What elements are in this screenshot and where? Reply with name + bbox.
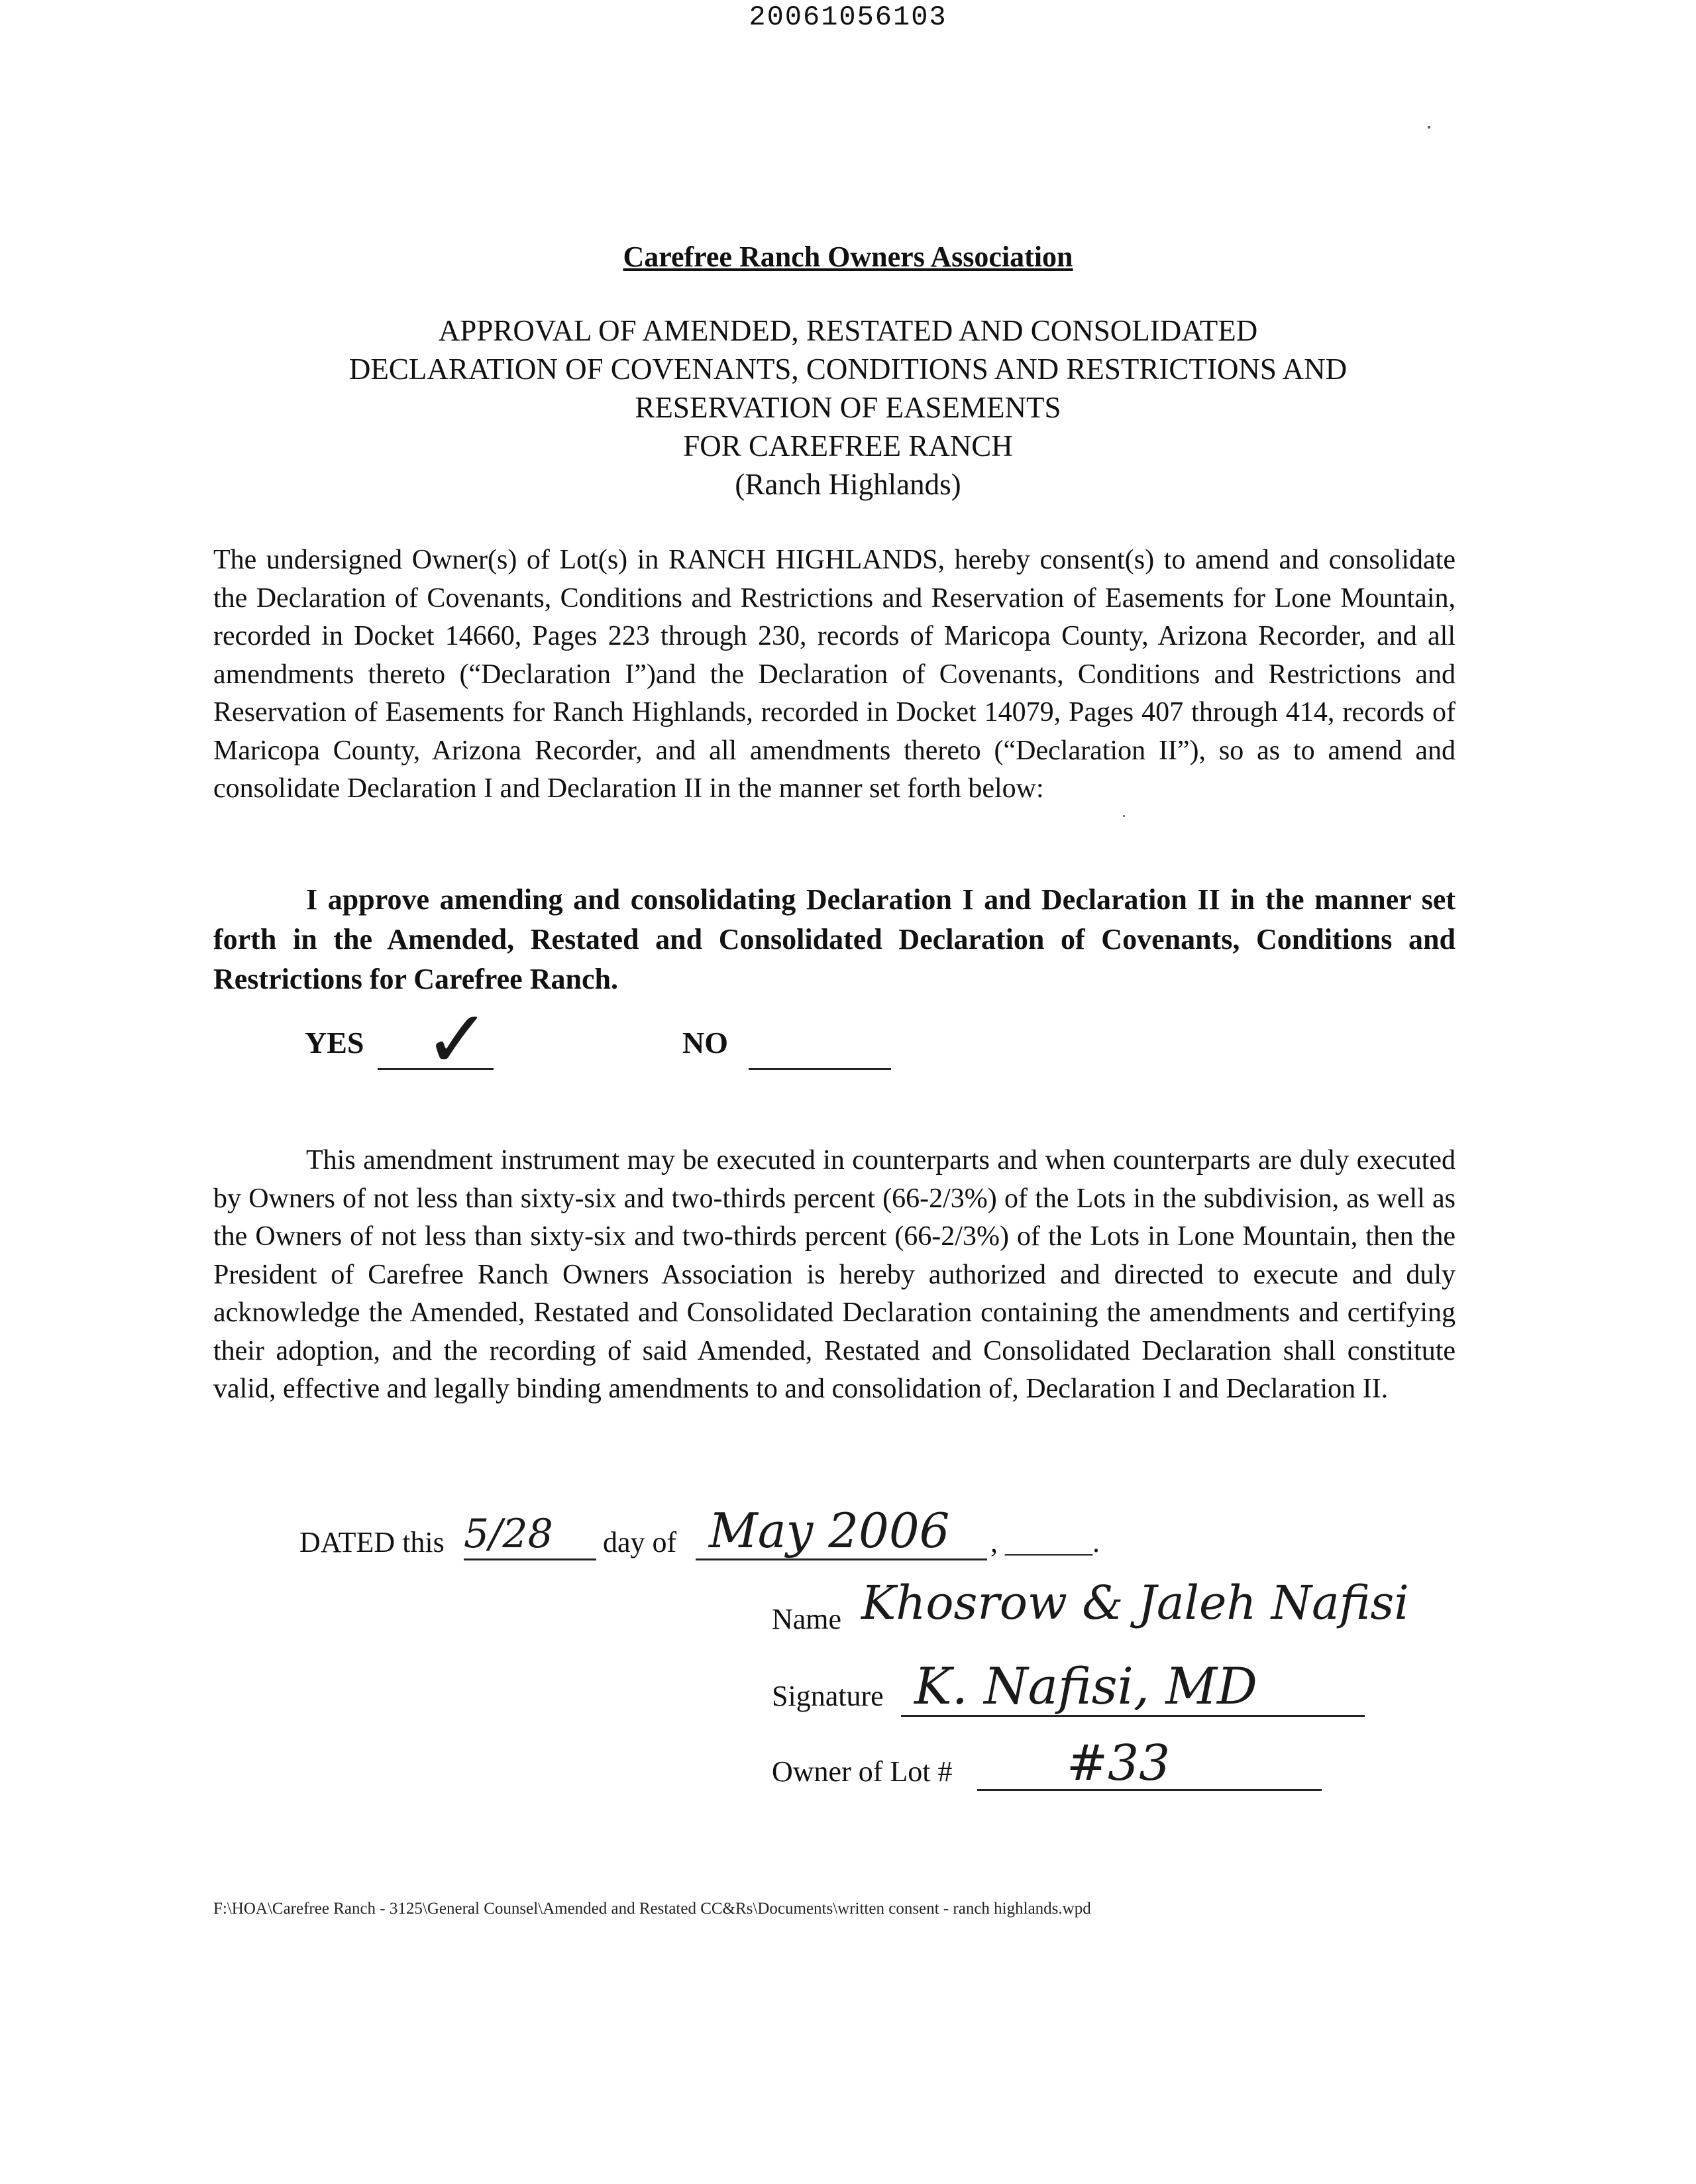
dated-label: DATED this [299,1526,445,1558]
dated-year-tail: , ______. [990,1526,1100,1558]
organization-title: Carefree Ranch Owners Association [623,241,1073,273]
yes-check-mark: ✓ [424,994,491,1086]
heading-line-3: RESERVATION OF EASEMENTS [635,391,1061,424]
yes-label: YES [305,1026,364,1060]
dated-month-blank[interactable] [696,1558,987,1560]
dated-day-value: 5/28 [464,1511,553,1557]
document-number: 20061056103 [749,1,947,33]
day-of-label: day of [603,1526,677,1558]
document-heading [0,311,1696,504]
heading-line-1: APPROVAL OF AMENDED, RESTATED AND CONSOLIDATED [438,314,1258,347]
dated-month-value: May 2006 [709,1503,950,1558]
approval-statement-text: I approve amending and consolidating Declaration I and Declaration II in the manner set forth in the Amended, Restated and Consolidated Declaration of Covenants, Conditions and Restrictions for Carefree Ranch. [213,883,1456,995]
file-path-footer: F:\HOA\Carefree Ranch - 3125\General Counsel\Amended and Restated CC&Rs\Documents\written consent - ranch highlands.wpd [213,1900,1091,1918]
lot-label: Owner of Lot # [772,1755,953,1788]
name-blank[interactable] [855,1637,1438,1639]
heading-line-2: DECLARATION OF COVENANTS, CONDITIONS AND RESTRICTIONS AND [348,353,1348,386]
scan-speck [1428,126,1430,129]
lot-value: #33 [1067,1735,1171,1792]
counterparts-paragraph-text: This amendment instrument may be executed in counterparts and when counterparts are duly executed by Owners of not less than sixty-six and two-thirds percent (66-2/3%) of the Lots in the subdivision, as well as the Owners of not less than sixty-six and two-thirds percent (66-2/3%) of the Lots in Lone Mountain, then the President of Carefree Ranch Owners Association is hereby authorized and directed to execute and duly acknowledge the Amended, Restated and Consolidated Declaration containing the amendments and certifying their adoption, and the recording of said Amended, Restated and Consolidated Declaration shall constitute valid, effective and legally binding amendments to and consolidation of, Declaration I and Declaration II. [213,1145,1456,1404]
signature-value: K. Nafisi, MD [914,1657,1257,1716]
no-label: NO [682,1026,728,1060]
name-value: Khosrow & Jaleh Nafisi [861,1576,1409,1630]
signature-label: Signature [772,1680,884,1712]
heading-line-4: FOR CAREFREE RANCH [683,429,1013,463]
counterparts-paragraph [213,1142,1456,1409]
name-label: Name [772,1603,842,1635]
heading-line-5: (Ranch Highlands) [735,468,961,501]
consent-paragraph: The undersigned Owner(s) of Lot(s) in RANCH HIGHLANDS, hereby consent(s) to amend and consolidate the Declaration of Covenants, Conditions and Restrictions and Reservation of Easements for Lone Mountain, recorded in Docket 14660, Pages 223 through 230, records of Maricopa County, Arizona Recorder, and all amendments thereto (“Declaration I”)and the Declaration of Covenants, Conditions and Restrictions and Reservation of Easements for Ranch Highlands, recorded in Docket 14079, Pages 407 through 414, records of Maricopa County, Arizona Recorder, and all amendments thereto (“Declaration II”), so as to amend and consolidate Declaration I and Declaration II in the manner set forth below: [213,545,1456,804]
dated-day-blank[interactable] [464,1558,596,1560]
scan-speck [1123,815,1125,817]
no-blank[interactable] [749,1068,891,1070]
approval-statement [213,880,1456,999]
